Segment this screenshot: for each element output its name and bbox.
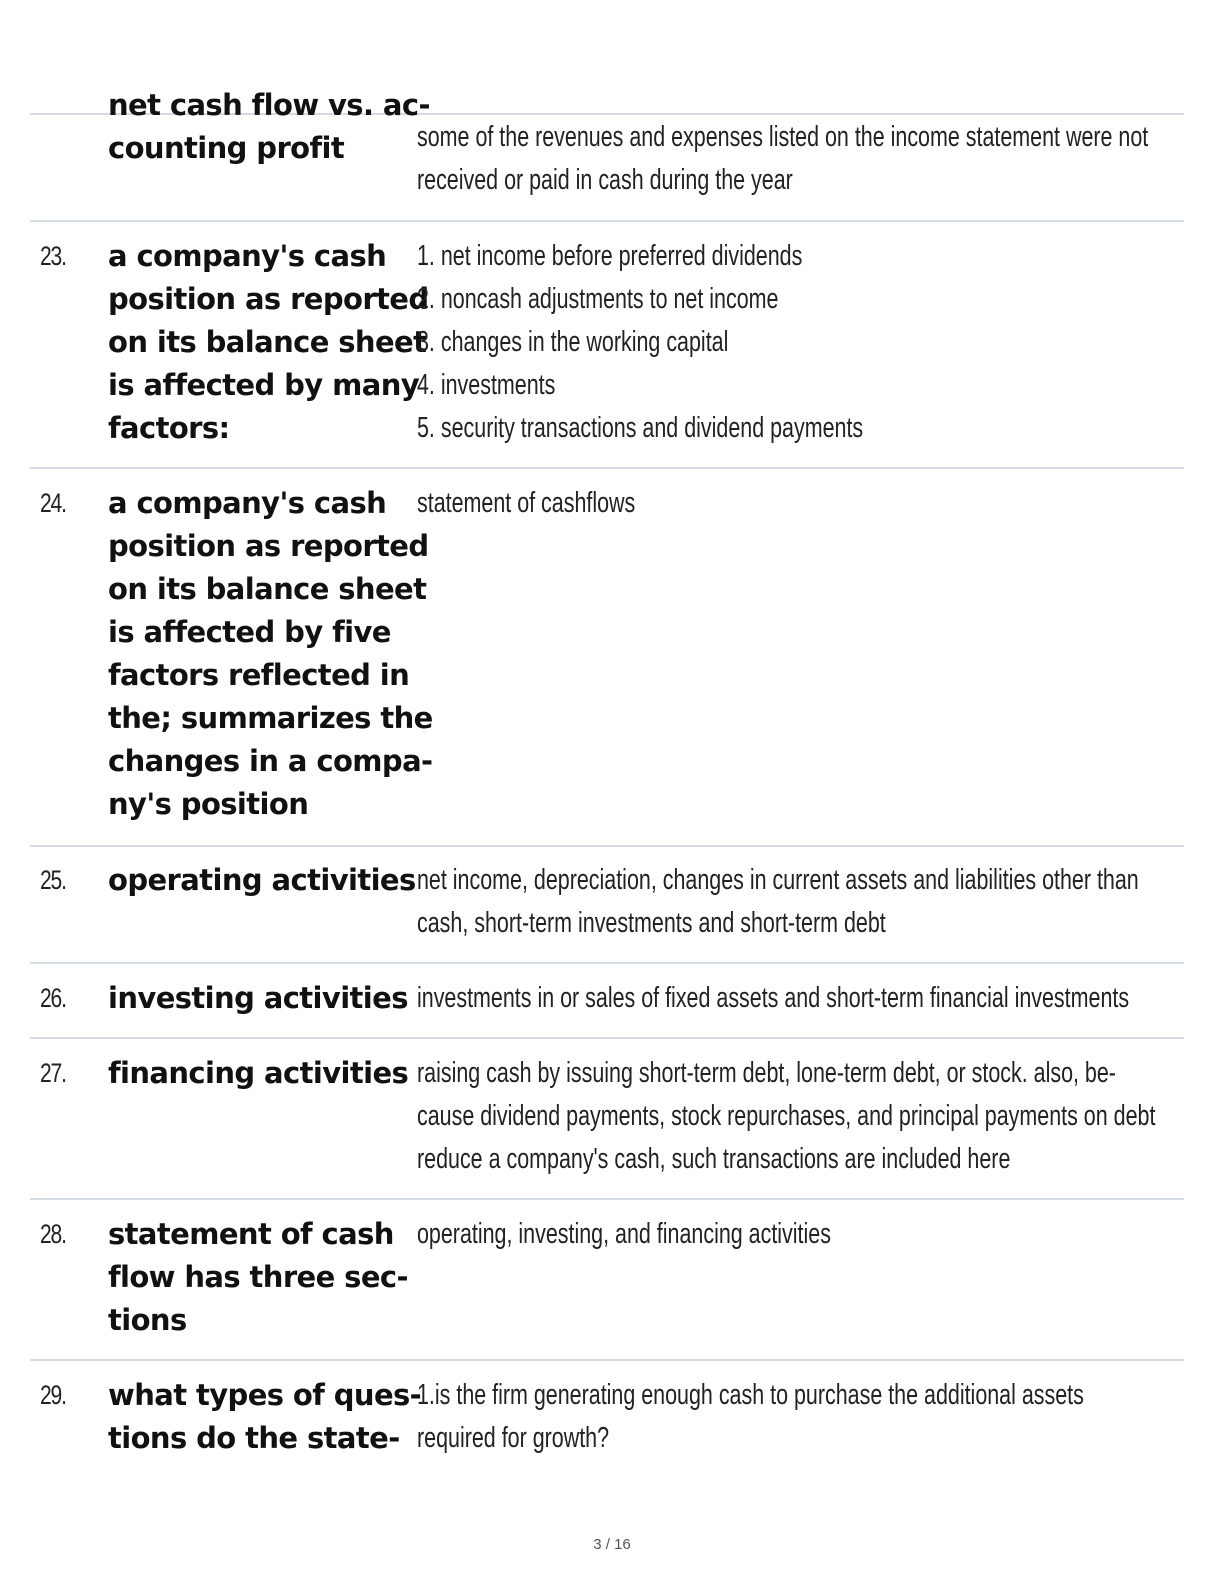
definition xyxy=(417,116,1148,202)
term-line: a company's cash xyxy=(108,239,387,273)
definition xyxy=(417,859,1139,945)
definition-line: statement of cashflows xyxy=(417,487,636,519)
row-divider xyxy=(30,467,1184,469)
row-number: 24. xyxy=(40,488,66,518)
term-line: the; summarizes the xyxy=(108,701,433,735)
term xyxy=(108,1052,408,1095)
term xyxy=(108,482,433,826)
term xyxy=(108,859,416,902)
term xyxy=(108,1213,408,1342)
row-number: 28. xyxy=(40,1219,66,1249)
definition-line: cause dividend payments, stock repurchases, and principal payments on debt xyxy=(417,1100,1156,1132)
definition xyxy=(417,235,863,450)
term-line: tions do the state- xyxy=(108,1421,400,1455)
definition-line: cash, short-term investments and short-term debt xyxy=(417,907,886,939)
definition-line: operating, investing, and financing activities xyxy=(417,1218,831,1250)
definition xyxy=(417,482,635,525)
term xyxy=(108,1374,422,1460)
term-line: is affected by many xyxy=(108,368,420,402)
term-line: statement of cash xyxy=(108,1217,394,1251)
term-line: is affected by five xyxy=(108,615,391,649)
row-divider xyxy=(30,962,1184,964)
term-line: on its balance sheet xyxy=(108,572,427,606)
definition-line: raising cash by issuing short-term debt, lone-term debt, or stock. also, be- xyxy=(417,1057,1116,1089)
term-line: a company's cash xyxy=(108,486,387,520)
term-line: counting profit xyxy=(108,131,345,165)
definition-line: 2. noncash adjustments to net income xyxy=(417,283,779,315)
term-line: ny's position xyxy=(108,787,309,821)
term-line: on its balance sheet xyxy=(108,325,427,359)
term-line: financing activities xyxy=(108,1056,409,1090)
row-number: 27. xyxy=(40,1058,66,1088)
term-line: position as reported xyxy=(108,529,429,563)
definition xyxy=(417,1374,1084,1460)
definition-line: 1. net income before preferred dividends xyxy=(417,240,803,272)
definition xyxy=(417,1213,831,1256)
definition-line: investments in or sales of fixed assets and short-term financial investments xyxy=(417,982,1130,1014)
definition-line: required for growth? xyxy=(417,1422,610,1454)
page-number: 3 / 16 xyxy=(593,1536,631,1553)
row-number: 29. xyxy=(40,1380,66,1410)
row-number: 25. xyxy=(40,865,66,895)
term-line: changes in a compa- xyxy=(108,744,433,778)
term-line: position as reported xyxy=(108,282,429,316)
term-line: factors: xyxy=(108,411,230,445)
definition xyxy=(417,977,1129,1020)
term xyxy=(108,84,430,170)
term xyxy=(108,977,408,1020)
term-line: net cash flow vs. ac- xyxy=(108,88,430,122)
row-divider xyxy=(30,1198,1184,1200)
term-line: investing activities xyxy=(108,981,408,1015)
row-divider xyxy=(30,220,1184,222)
term-line: operating activities xyxy=(108,863,416,897)
term-line: tions xyxy=(108,1303,187,1337)
term-line: flow has three sec- xyxy=(108,1260,408,1294)
definition-line: net income, depreciation, changes in current assets and liabilities other than xyxy=(417,864,1139,896)
row-divider xyxy=(30,1037,1184,1039)
definition xyxy=(417,1052,1155,1181)
row-number: 23. xyxy=(40,241,66,271)
definition-line: 5. security transactions and dividend payments xyxy=(417,412,864,444)
term xyxy=(108,235,429,450)
definition-line: received or paid in cash during the year xyxy=(417,164,793,196)
term-line: what types of ques- xyxy=(108,1378,422,1412)
definition-line: 1.is the firm generating enough cash to purchase the additional assets xyxy=(417,1379,1084,1411)
definition-line: 4. investments xyxy=(417,369,556,401)
term-line: factors reflected in xyxy=(108,658,410,692)
definition-line: 3. changes in the working capital xyxy=(417,326,729,358)
definition-line: some of the revenues and expenses listed on the income statement were not xyxy=(417,121,1149,153)
row-divider xyxy=(30,1359,1184,1361)
definition-line: reduce a company's cash, such transactions are included here xyxy=(417,1143,1011,1175)
row-divider xyxy=(30,845,1184,847)
row-number: 26. xyxy=(40,983,66,1013)
